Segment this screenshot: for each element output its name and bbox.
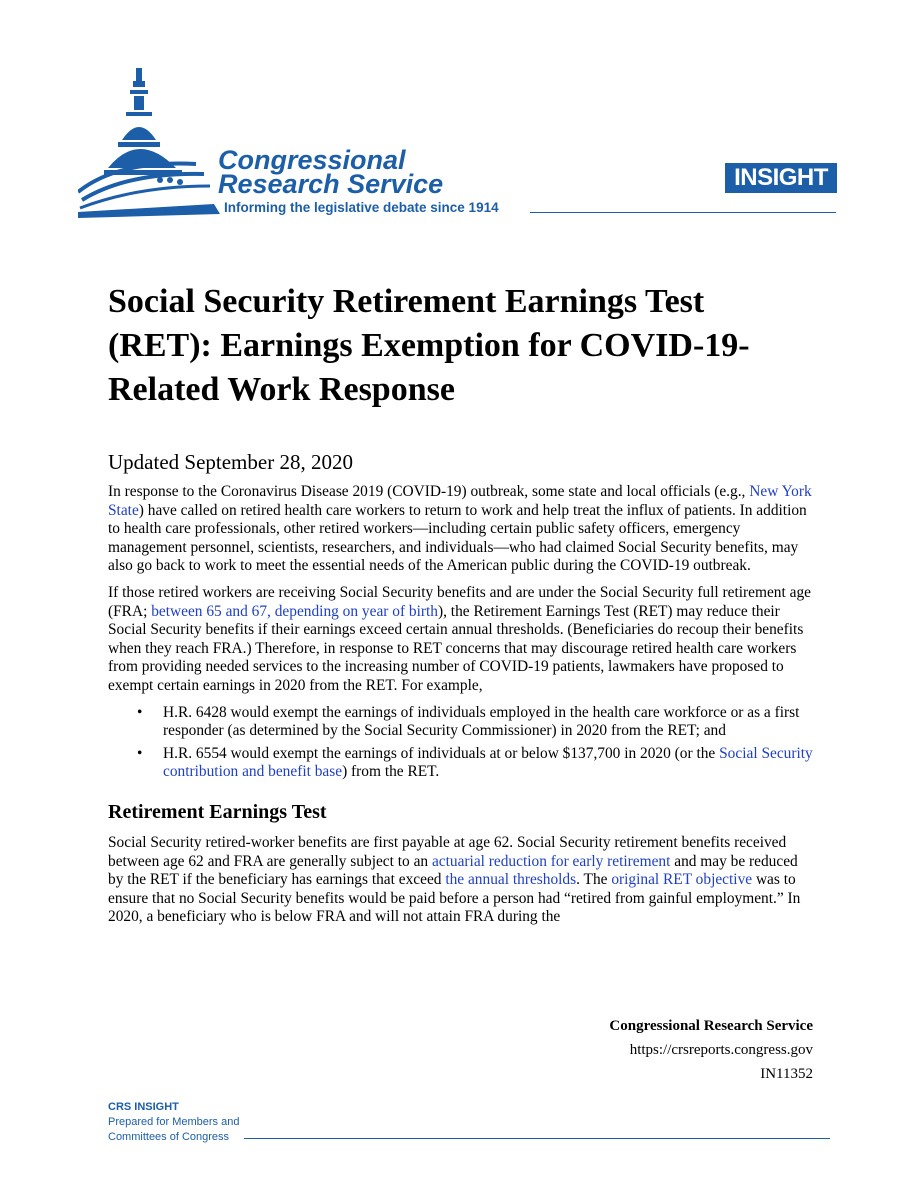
org-name-line2: Research Service: [218, 169, 444, 199]
crs-logo: [78, 64, 538, 224]
capitol-dome-icon: [78, 64, 228, 224]
updated-date: Updated September 28, 2020: [108, 450, 353, 474]
link-original-ret-objective[interactable]: original RET objective: [611, 871, 753, 889]
paragraph-1: In response to the Coronavirus Disease 2019 (COVID-19) outbreak, some state and local officials (e.g., New York State) have called on retired health care workers to return to work and help treat the influx of patients. In addition to health care professionals, other retired workers—including certain public safety officers, emergency management personnel, scientists, researchers, and individuals—who had claimed Social Security benefits, may also go back to work to meet the essential needs of the American public during the COVID-19 outbreak.: [108, 483, 812, 575]
org-name-line1: Congressional: [218, 145, 406, 175]
list-item: • H.R. 6554 would exempt the earnings of individuals at or below $137,700 in 2020 (or the Social Security contribution and benefit base) from the RET.: [137, 744, 813, 781]
document-body: [108, 483, 816, 935]
report-id: IN11352: [760, 1066, 813, 1082]
page-footer: [609, 1014, 813, 1086]
footer-url: https://crsreports.congress.gov: [629, 1042, 813, 1058]
list-item: • H.R. 6428 would exempt the earnings of individuals employed in the health care workforce or as a first responder (as determined by the Social Security Commissioner) in 2020 from the RET; and: [137, 703, 800, 740]
link-actuarial-reduction[interactable]: actuarial reduction for early retirement: [431, 852, 671, 870]
bullet-marker: •: [137, 703, 143, 721]
footer-org: Congressional Research Service: [609, 1018, 813, 1034]
page-title: Social Security Retirement Earnings Test (RET): Earnings Exemption for COVID-19-Related Work Response: [108, 283, 750, 408]
bill-list: [108, 704, 816, 782]
section-heading: Retirement Earnings Test: [108, 800, 327, 823]
header-rule: [530, 212, 836, 213]
paragraph-2: If those retired workers are receiving Social Security benefits and are under the Social Security full retirement age (FRA; between 65 and 67, depending on year of birth), the Retirement Earnings Test (RET) may reduce their Social Security benefits if their earnings exceed certain annual thresholds. (Beneficiaries do recoup their benefits when they reach FRA.) Therefore, in response to RET concerns that may discourage retired health care workers from providing needed services to the increasing number of COVID-19 patients, lawmakers have proposed to exempt certain earnings in 2020 from the RET. For example,: [108, 583, 811, 694]
bullet-marker: •: [137, 744, 143, 762]
insight-badge: INSIGHT: [725, 163, 837, 193]
link-new-york-state[interactable]: New York State: [108, 483, 812, 519]
bottom-rule: [244, 1138, 830, 1139]
link-fra-age-range[interactable]: between 65 and 67, depending on year of birth: [151, 602, 438, 620]
link-contribution-benefit-base[interactable]: Social Security contribution and benefit base: [163, 744, 813, 781]
link-annual-thresholds[interactable]: the annual thresholds: [445, 871, 577, 889]
org-tagline: Informing the legislative debate since 1914: [224, 200, 499, 215]
paragraph-3: Social Security retired-worker benefits are first payable at age 62. Social Security retirement benefits received between age 62 and FRA are generally subject to an actuarial reduction for early retirement and may be reduced by the RET if the beneficiary has earnings that exceed the annual thresholds. The original RET objective was to ensure that no Social Security benefits would be paid before a person had “retired from gainful employment.” In 2020, a beneficiary who is below FRA and will not attain FRA during the: [108, 833, 801, 926]
crs-insight-label: CRS INSIGHT Prepared for Members and Committees of Congress: [108, 1101, 240, 1143]
